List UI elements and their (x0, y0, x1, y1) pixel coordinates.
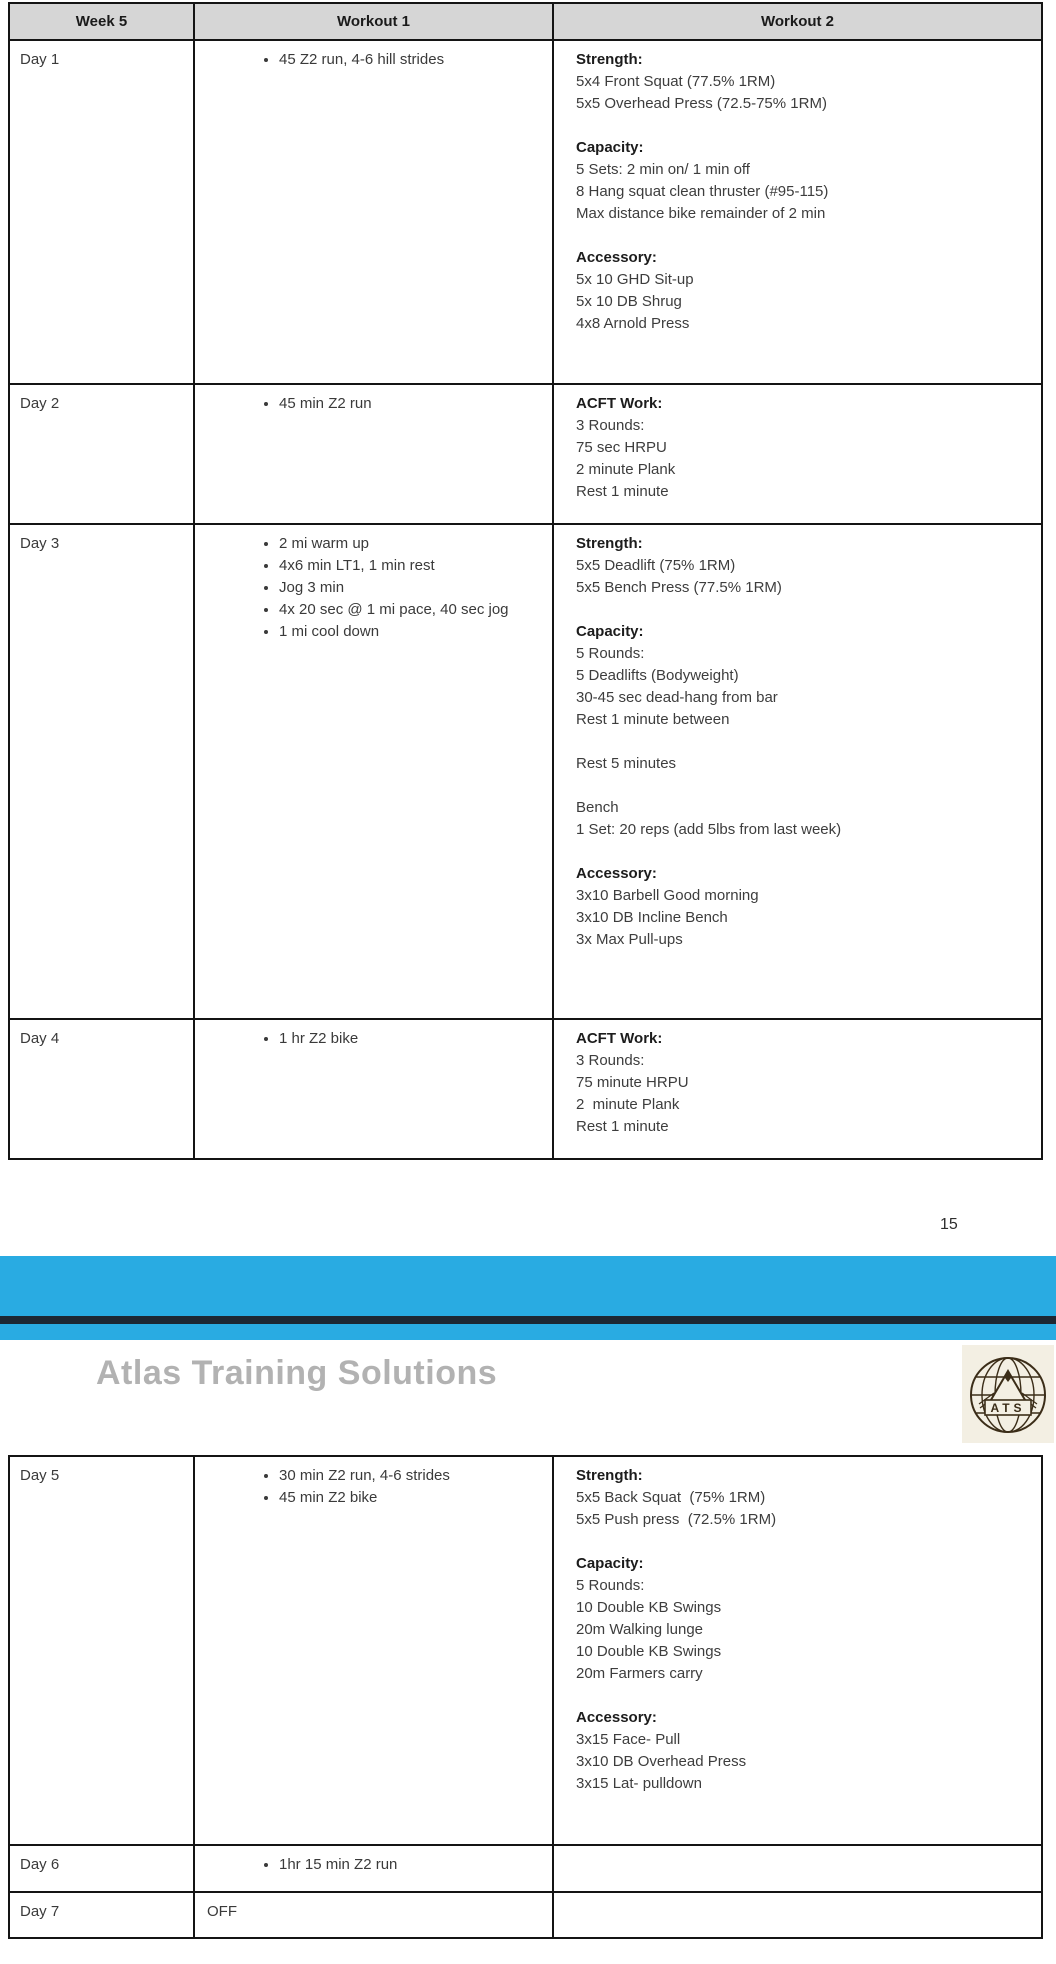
workout2-line: 5x5 Deadlift (75% 1RM) (576, 557, 736, 574)
workout2-line: 20m Walking lunge (576, 1621, 704, 1638)
day-label: Day 4 (9, 1019, 194, 1159)
col-header-workout1: Workout 1 (194, 3, 553, 40)
workout1-bullet-list (195, 49, 514, 71)
section-heading: Capacity: (576, 139, 644, 156)
workout1-item: • 30 min Z2 run, 4-6 strides (279, 1465, 514, 1487)
band-blue-top (0, 1256, 1056, 1316)
table-row (9, 1456, 1042, 1845)
workout1-item: • 45 min Z2 run (279, 393, 514, 415)
workout2-line: 5x5 Back Squat (75% 1RM) (576, 1489, 766, 1506)
workout1-cell (194, 1456, 553, 1845)
day-label: Day 7 (9, 1892, 194, 1938)
workout2-line: Rest 1 minute (576, 483, 669, 500)
week5-table-continued (8, 1455, 1043, 1939)
workout2-line: 3 Rounds: (576, 1052, 645, 1069)
workout2-cell (553, 1456, 1042, 1845)
col-header-week: Week 5 (9, 3, 194, 40)
workout1-cell (194, 1845, 553, 1892)
workout2-cell (553, 524, 1042, 1019)
workout2-line: 2 minute Plank (576, 461, 676, 478)
workout1-bullet-list (195, 1465, 514, 1509)
section-heading: Accessory: (576, 249, 657, 266)
workout2-line: Rest 1 minute (576, 1118, 669, 1135)
workout2-line: 5x4 Front Squat (77.5% 1RM) (576, 73, 776, 90)
workout1-item: • 1hr 15 min Z2 run (279, 1854, 514, 1876)
workout2-line: 10 Double KB Swings (576, 1599, 722, 1616)
workout2-line: 5 Rounds: (576, 1577, 645, 1594)
workout1-bullet-list (195, 393, 514, 415)
workout1-item: • Jog 3 min (279, 577, 514, 599)
section-heading: Strength: (576, 51, 643, 68)
workout1-item: • 1 mi cool down (279, 621, 514, 643)
workout2-cell (553, 1892, 1042, 1938)
workout2-line: 75 sec HRPU (576, 439, 667, 456)
workout2-line: 5 Sets: 2 min on/ 1 min off (576, 161, 750, 178)
workout1-cell (194, 524, 553, 1019)
page-number: 15 (940, 1216, 958, 1233)
workout2-line: 1 Set: 20 reps (add 5lbs from last week) (576, 821, 842, 838)
brand-logo (962, 1345, 1054, 1443)
workout2-line: 3x Max Pull-ups (576, 931, 683, 948)
table-row (9, 1892, 1042, 1938)
day-label: Day 5 (9, 1456, 194, 1845)
table-row (9, 40, 1042, 384)
page-break-band (0, 1256, 1056, 1340)
workout2-line (576, 225, 1029, 247)
workout2-line: 10 Double KB Swings (576, 1643, 722, 1660)
workout2-line: 30-45 sec dead-hang from bar (576, 689, 778, 706)
workout2-line: 3x10 DB Incline Bench (576, 909, 728, 926)
workout2-line: 3x15 Face- Pull (576, 1731, 681, 1748)
workout2-line: 5x 10 GHD Sit-up (576, 271, 694, 288)
week5-table (8, 2, 1043, 1160)
workout2-cell (553, 384, 1042, 524)
workout2-line: 5x 10 DB Shrug (576, 293, 682, 310)
workout1-item: • 45 Z2 run, 4-6 hill strides (279, 49, 514, 71)
workout2-line: 5x5 Bench Press (77.5% 1RM) (576, 579, 782, 596)
table-row (9, 384, 1042, 524)
workout2-line: 5x5 Overhead Press (72.5-75% 1RM) (576, 95, 827, 112)
workout2-line (576, 115, 1029, 137)
workout1-text: OFF (207, 1903, 237, 1920)
workout2-line: 2 minute Plank (576, 1096, 680, 1113)
workout2-line: Rest 1 minute between (576, 711, 730, 728)
workout2-line: 3 Rounds: (576, 417, 645, 434)
workout2-line: 5x5 Push press (72.5% 1RM) (576, 1511, 777, 1528)
table-header-row (9, 3, 1042, 40)
workout1-bullet-list (195, 1854, 514, 1876)
workout2-line (576, 775, 1029, 797)
day-label: Day 2 (9, 384, 194, 524)
table-row (9, 1019, 1042, 1159)
workout1-item: • 4x 20 sec @ 1 mi pace, 40 sec jog (279, 599, 514, 621)
band-blue-bottom (0, 1324, 1056, 1340)
workout2-line: Bench (576, 799, 619, 816)
section-heading: Strength: (576, 1467, 643, 1484)
workout2-line (576, 599, 1029, 621)
workout2-line (576, 1685, 1029, 1707)
workout2-line (576, 1531, 1029, 1553)
workout1-cell (194, 1019, 553, 1159)
workout2-line: Rest 5 minutes (576, 755, 677, 772)
workout2-cell (553, 40, 1042, 384)
day-label: Day 6 (9, 1845, 194, 1892)
section-heading: Strength: (576, 535, 643, 552)
workout2-line: 4x8 Arnold Press (576, 315, 690, 332)
section-heading: Accessory: (576, 1709, 657, 1726)
table-row (9, 524, 1042, 1019)
table-row (9, 1845, 1042, 1892)
workout2-cell (553, 1019, 1042, 1159)
workout2-line: 5 Rounds: (576, 645, 645, 662)
section-heading: Capacity: (576, 623, 644, 640)
workout2-line: 75 minute HRPU (576, 1074, 689, 1091)
band-navy-stripe (0, 1316, 1056, 1324)
workout1-cell (194, 384, 553, 524)
workout2-line: 3x10 DB Overhead Press (576, 1753, 747, 1770)
section-heading: Capacity: (576, 1555, 644, 1572)
workout2-line: 3x10 Barbell Good morning (576, 887, 759, 904)
logo-ats-text: ATS (990, 1401, 1026, 1415)
workout1-cell (194, 1892, 553, 1938)
brand-title: Atlas Training Solutions (96, 1354, 498, 1392)
workout1-item: • 1 hr Z2 bike (279, 1028, 514, 1050)
workout1-cell (194, 40, 553, 384)
section-heading: ACFT Work: (576, 395, 663, 412)
workout1-bullet-list (195, 533, 514, 643)
section-heading: ACFT Work: (576, 1030, 663, 1047)
workout1-item: • 2 mi warm up (279, 533, 514, 555)
section-heading: Accessory: (576, 865, 657, 882)
workout2-line: 5 Deadlifts (Bodyweight) (576, 667, 739, 684)
workout2-line: 20m Farmers carry (576, 1665, 703, 1682)
workout2-line (576, 731, 1029, 753)
day-label: Day 3 (9, 524, 194, 1019)
day-label: Day 1 (9, 40, 194, 384)
col-header-workout2: Workout 2 (553, 3, 1042, 40)
workout2-line: 8 Hang squat clean thruster (#95-115) (576, 183, 829, 200)
workout2-line: 3x15 Lat- pulldown (576, 1775, 702, 1792)
workout1-bullet-list (195, 1028, 514, 1050)
globe-mountain-icon (962, 1345, 1054, 1443)
workout2-line: Max distance bike remainder of 2 min (576, 205, 826, 222)
workout2-cell (553, 1845, 1042, 1892)
workout1-item: • 4x6 min LT1, 1 min rest (279, 555, 514, 577)
workout1-item: • 45 min Z2 bike (279, 1487, 514, 1509)
workout2-line (576, 841, 1029, 863)
